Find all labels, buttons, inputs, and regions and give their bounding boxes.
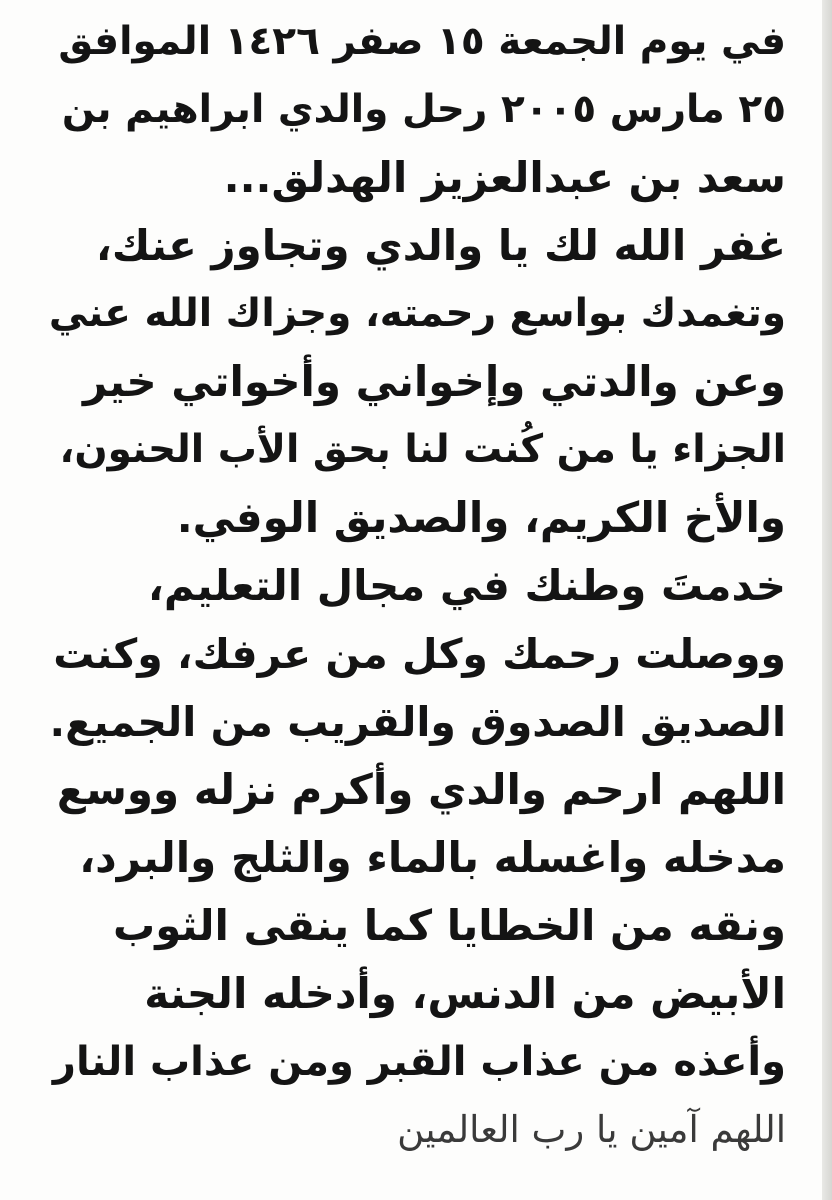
text-line-7: الجزاء يا من كُنت لنا بحق الأب الحنون،: [59, 427, 786, 472]
text-line-11: الصديق الصدوق والقريب من الجميع.: [49, 698, 786, 746]
eulogy-text-block: [46, 8, 786, 1160]
text-line-6: وعن والدتي وإخواني وأخواتي خير: [83, 357, 786, 406]
text-line-12: اللهم ارحم والدي وأكرم نزله ووسع: [56, 765, 786, 814]
text-line-1: في يوم الجمعة ١٥ صفر ١٤٢٦ الموافق: [58, 19, 786, 64]
text-line-13: مدخله واغسله بالماء والثلج والبرد،: [79, 833, 786, 882]
closing-prayer-line: اللهم آمين يا رب العالمين: [397, 1108, 786, 1151]
text-line-2: ٢٥ مارس ٢٠٠٥ رحل والدي ابراهيم بن: [61, 87, 786, 132]
text-line-5: وتغمدك بواسع رحمته، وجزاك الله عني: [48, 291, 786, 336]
text-line-15: الأبيض من الدنس، وأدخله الجنة: [144, 969, 786, 1018]
page-edge-divider: [822, 0, 832, 1200]
text-line-10: ووصلت رحمك وكل من عرفك، وكنت: [53, 630, 786, 678]
text-line-3: سعد بن عبدالعزيز الهدلق...: [223, 153, 786, 202]
text-line-4: غفر الله لك يا والدي وتجاوز عنك،: [95, 221, 786, 270]
text-line-14: ونقه من الخطايا كما ينقى الثوب: [113, 901, 786, 950]
text-line-8: والأخ الكريم، والصديق الوفي.: [176, 493, 786, 542]
text-line-16: وأعذه من عذاب القبر ومن عذاب النار: [52, 1039, 786, 1085]
text-line-9: خدمتَ وطنك في مجال التعليم،: [147, 561, 786, 610]
